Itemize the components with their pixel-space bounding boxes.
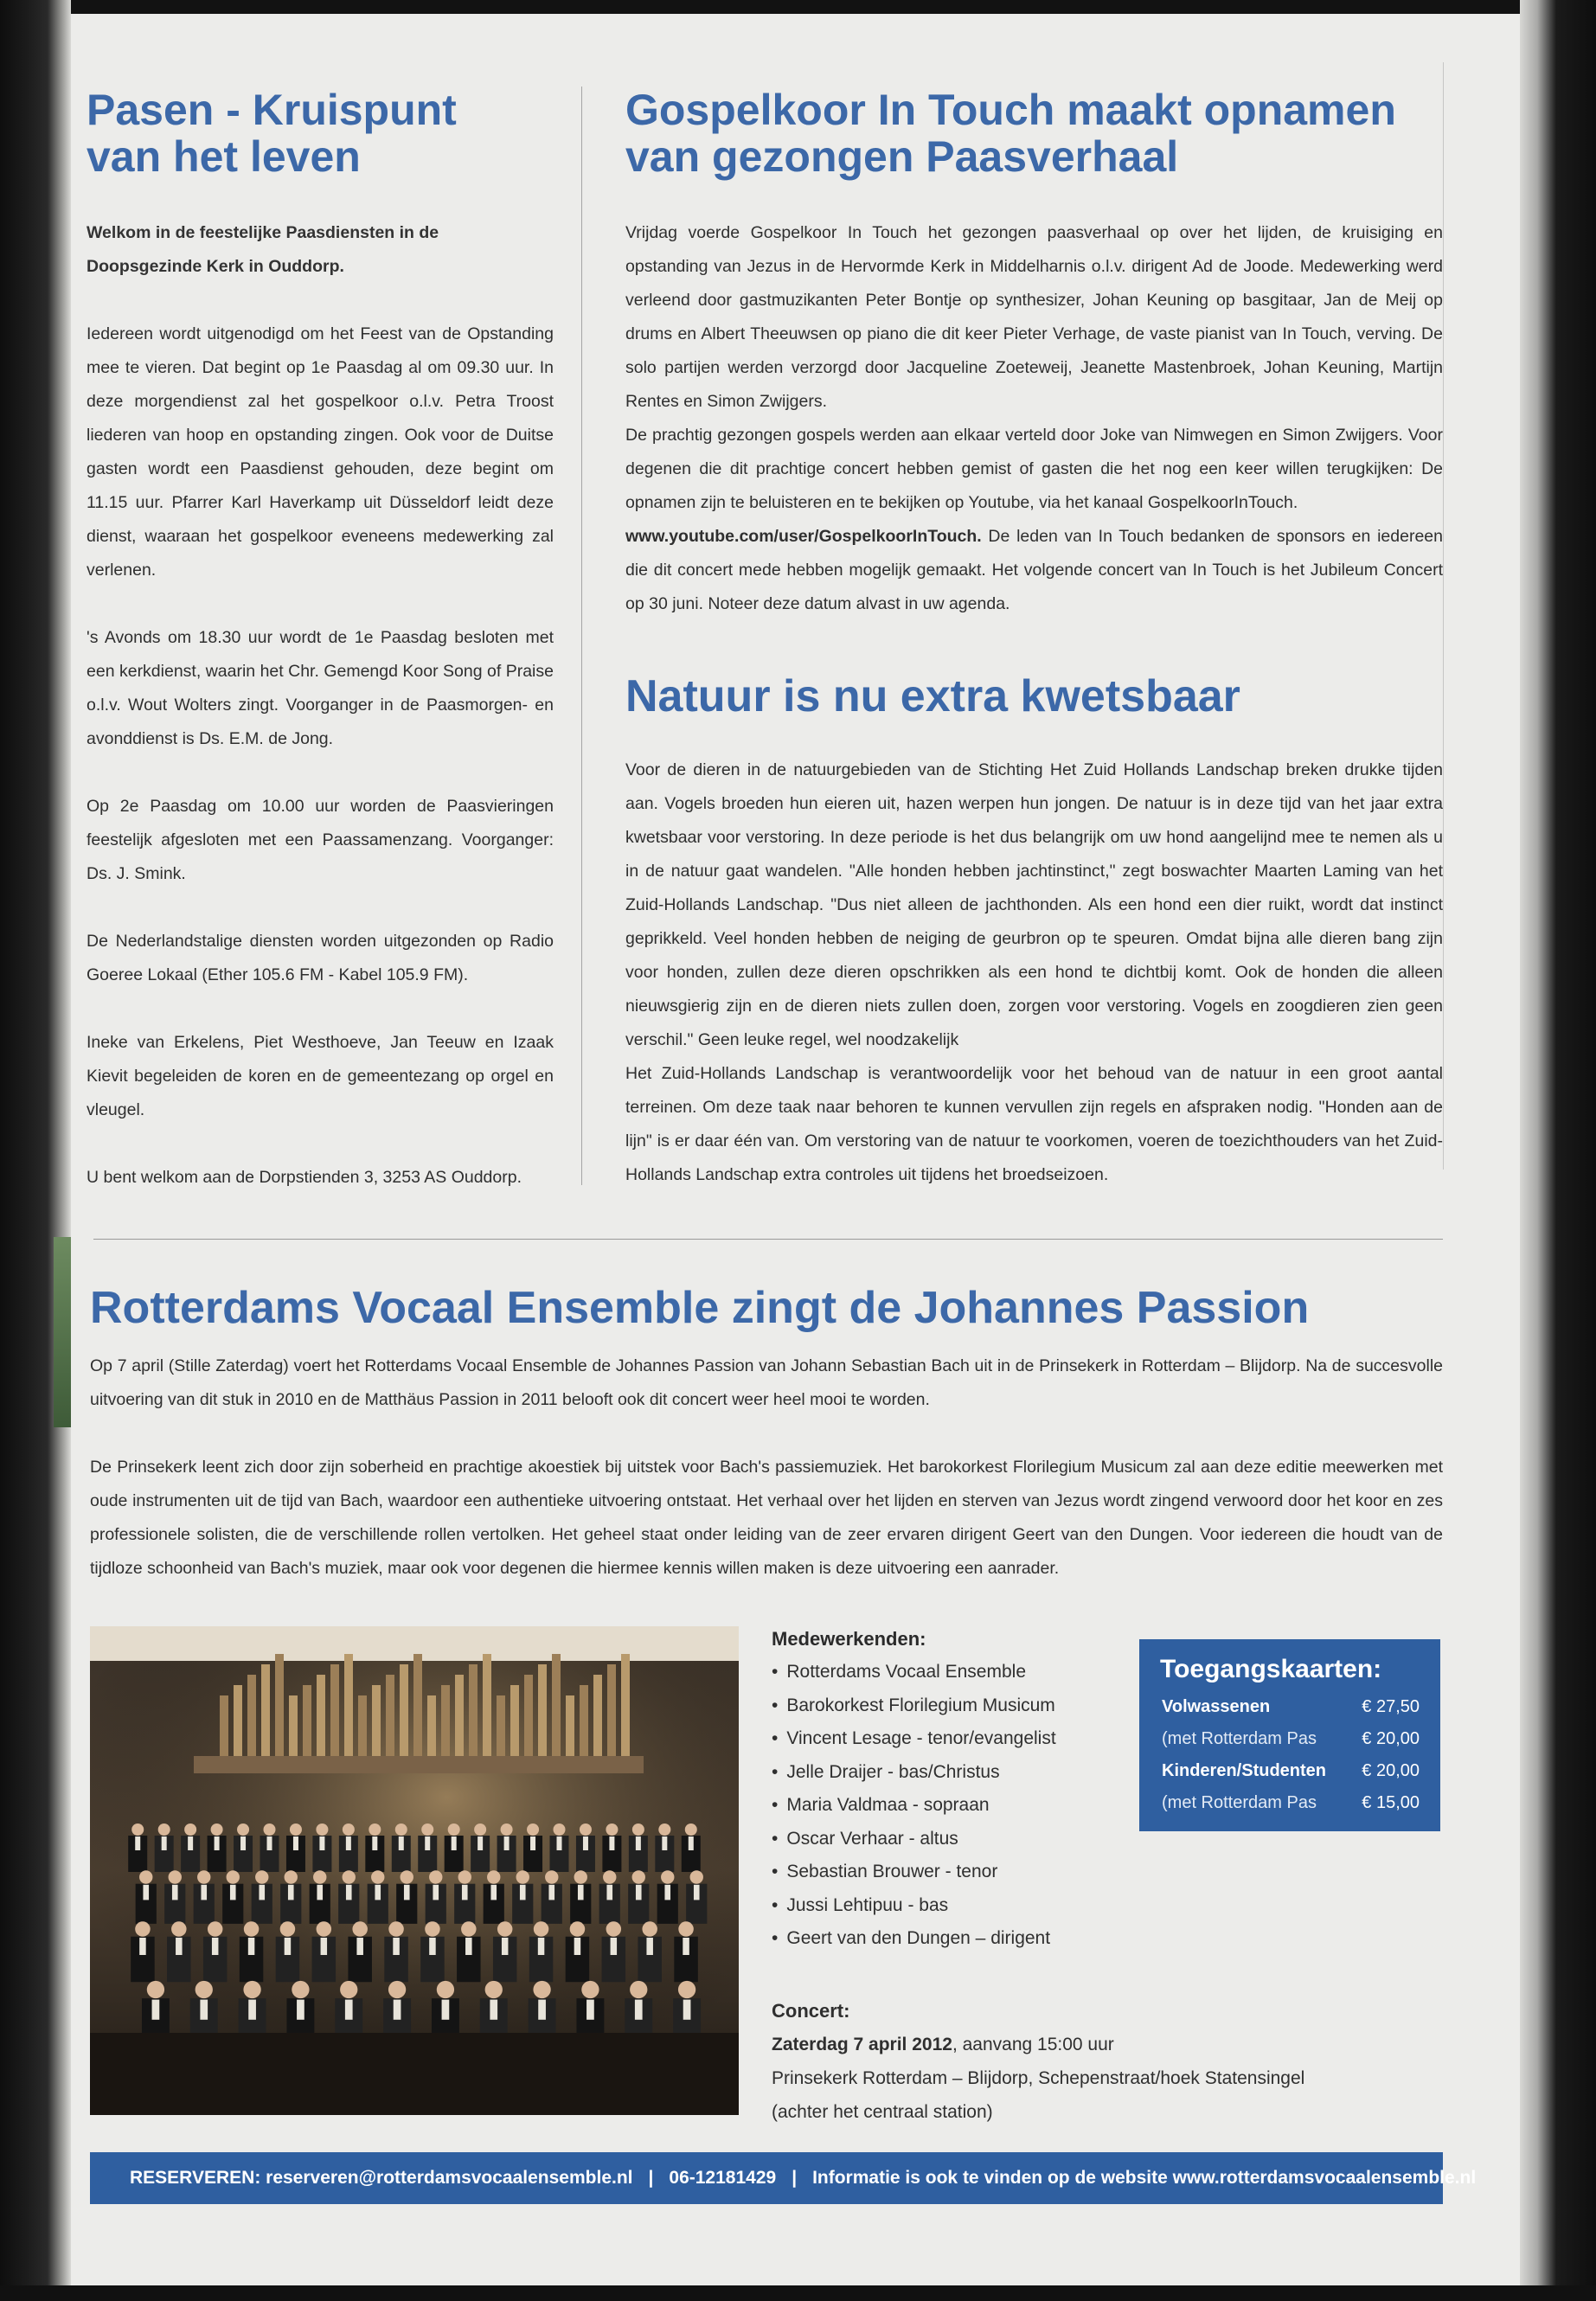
- easter-body: [87, 317, 554, 1195]
- reservation-email[interactable]: RESERVEREN: reserveren@rotterdamsvocaalensemble.nl: [130, 2168, 633, 2188]
- easter-intro-line1: Welkom in de feestelijke Paasdiensten in de: [87, 223, 439, 242]
- right-margin-rule: [1443, 62, 1444, 1170]
- organ-pipe: [552, 1654, 561, 1756]
- contributor-item: • Rotterdams Vocaal Ensemble: [772, 1656, 1100, 1689]
- nature-body: [625, 753, 1443, 1192]
- easter-paragraph: U bent welkom aan de Dorpstienden 3, 3253 AS Ouddorp.: [87, 1168, 522, 1187]
- gospel-title-line1: Gospelkoor In Touch maakt opnamen: [625, 86, 1396, 134]
- ticket-price: € 20,00: [1362, 1729, 1420, 1748]
- organ-pipe: [427, 1695, 436, 1756]
- contributor-item: • Vincent Lesage - tenor/evangelist: [772, 1722, 1100, 1756]
- easter-intro-line2: Doopsgezinde Kerk in Ouddorp.: [87, 257, 344, 276]
- concert-time: , aanvang 15:00 uur: [952, 2035, 1114, 2054]
- concert-block: [772, 1994, 1429, 2129]
- contributor-item: • Barokorkest Florilegium Musicum: [772, 1689, 1100, 1723]
- organ-pipe: [303, 1685, 311, 1756]
- reservation-phone[interactable]: 06-12181429: [669, 2168, 777, 2188]
- easter-title-line1: Pasen - Kruispunt: [87, 86, 457, 134]
- organ-pipe: [220, 1695, 228, 1756]
- choir-photo: [90, 1626, 739, 2115]
- ticket-price: € 15,00: [1362, 1793, 1420, 1812]
- ticket-box: [1139, 1639, 1440, 1831]
- contributors-block: [772, 1628, 1100, 1956]
- footer-separator: |: [648, 2168, 654, 2188]
- organ-pipe: [469, 1664, 478, 1756]
- scan-border-left: [0, 0, 71, 2301]
- organ-pipe: [317, 1675, 325, 1756]
- organ-pipe: [234, 1685, 242, 1756]
- organ-pipe: [372, 1685, 381, 1756]
- easter-title-line2: van het leven: [87, 132, 361, 181]
- organ-pipe: [455, 1675, 464, 1756]
- scan-border-right: [1520, 0, 1596, 2301]
- article-passion: [90, 1282, 1443, 1586]
- contributors-title: Medewerkenden:: [772, 1628, 926, 1650]
- ticket-label: (met Rotterdam Pas: [1162, 1729, 1317, 1748]
- organ-pipe: [289, 1695, 298, 1756]
- contributor-item: • Sebastian Brouwer - tenor: [772, 1856, 1100, 1889]
- scan-border-top: [0, 0, 1596, 14]
- easter-paragraph: 's Avonds om 18.30 uur wordt de 1e Paasdag besloten met een kerkdienst, waarin het Chr. Gemengd Koor Song of Praise o.l.v. Wout Wolters zingt. Voorganger in de Paasmorgen- en avonddienst is Ds. E.M. de Jong.: [87, 628, 554, 748]
- concert-place: Prinsekerk Rotterdam – Blijdorp, Schepenstraat/hoek Statensingel: [772, 2068, 1305, 2088]
- easter-paragraph: Iedereen wordt uitgenodigd om het Feest van de Opstanding mee te vieren. Dat begint op 1e Paasdag al om 09.30 uur. In deze morgendienst zal het gospelkoor o.l.v. Petra Troost liederen van hoop en opstanding zingen. Ook voor de Duitse gasten wordt een Paasdienst gehouden, deze begint om 11.15 uur. Pfarrer Karl Haverkamp uit Düsseldorf leidt deze dienst, waaraan het gospelkoor eveneens medewerking zal verlenen.: [87, 324, 554, 580]
- ticket-row: [1139, 1787, 1440, 1819]
- passion-paragraph: Op 7 april (Stille Zaterdag) voert het Rotterdams Vocaal Ensemble de Johannes Passion van Johann Sebastian Bach uit in de Prinsekerk in Rotterdam – Blijdorp. Na de succesvolle uitvoering van dit stuk in 2010 en de Matthäus Passion in 2011 belooft ook dit concert weer heel mooi te worden.: [90, 1356, 1443, 1409]
- organ-pipe: [538, 1664, 547, 1756]
- ticket-row: [1139, 1755, 1440, 1787]
- article-gospel: [625, 87, 1443, 621]
- organ-pipe: [330, 1664, 339, 1756]
- organ-pipe: [607, 1664, 616, 1756]
- gospel-title-line2: van gezongen Paasverhaal: [625, 132, 1179, 181]
- article-nature: [625, 670, 1443, 1192]
- contributor-item: • Oscar Verhaar - altus: [772, 1823, 1100, 1856]
- nature-paragraph: Het Zuid-Hollands Landschap is verantwoordelijk voor het behoud van de natuur in een groot aantal terreinen. Om deze taak naar behoren te kunnen vervullen zijn regels en afspraken nodig. "Honden aan de lijn" is er daar één van. Om verstoring van de natuur te voorkomen, voeren de toezichthouders van het Zuid-Hollands Landschap extra controles uit tijdens het broedseizoen.: [625, 1064, 1443, 1184]
- article-easter: [87, 87, 554, 1195]
- gospel-body: [625, 216, 1443, 621]
- reservation-bar: [90, 2152, 1477, 2204]
- organ-pipe: [344, 1654, 353, 1756]
- organ-pipe: [275, 1654, 284, 1756]
- contributor-item: • Jelle Draijer - bas/Christus: [772, 1756, 1100, 1790]
- organ-pipe: [510, 1685, 519, 1756]
- gospel-paragraph: Vrijdag voerde Gospelkoor In Touch het gezongen paasverhaal op over het lijden, de kruisiging en opstanding van Jezus in de Hervormde Kerk in Middelharnis o.l.v. dirigent Ad de Joode. Medewerking werd verleend door gastmuzikanten Peter Bontje op synthesizer, Johan Keuning op basgitaar, Jan de Meij op drums en Albert Theeuwsen op piano die dit keer Pieter Verhage, de vaste pianist van In Touch, verving. De solo partijen werden verzorgd door Jacqueline Zoeteweij, Jeanette Mastenbroek, Johan Keuning, Martijn Rentes en Simon Zwijgers.: [625, 223, 1443, 411]
- organ-pipe: [566, 1695, 574, 1756]
- ticket-label: (met Rotterdam Pas: [1162, 1793, 1317, 1812]
- organ-pipe: [524, 1675, 533, 1756]
- concert-note: (achter het centraal station): [772, 2102, 993, 2122]
- nature-paragraph: Voor de dieren in de natuurgebieden van de Stichting Het Zuid Hollands Landschap breken drukke tijden aan. Vogels broeden hun eieren uit, hazen werpen hun jongen. De natuur is in deze tijd van het jaar extra kwetsbaar voor verstoring. In deze periode is het dus belangrijk om uw hond aangelijnd mee te nemen als u in de natuur gaat wandelen. "Alle honden hebben jachtinstinct," zegt boswachter Maarten Laming van het Zuid-Hollands Landschap. "Dus niet alleen de jachthonden. Als een hond een dier ruikt, wordt dat instinct geprikkeld. Veel honden hebben de neiging de geurbron op te speuren. Omdat bijna alle dieren bang zijn voor honden, zullen deze dieren opschrikken als een hond te dichtbij komt. Ook de honden die alleen nieuwsgierig zijn en de dieren niets zullen doen, zorgen voor verstoring. Vogels en zoogdieren zien geen verschil." Geen leuke regel, wel noodzakelijk: [625, 760, 1443, 1049]
- organ-pipe: [497, 1695, 505, 1756]
- gospel-paragraph-rest: De leden van In Touch bedanken de sponsors en iedereen die dit concert mede hebben mogelijk gemaakt. Het volgende concert van In Touch is het Jubileum Concert op 30 juni. Noteer deze datum alvast in uw agenda.: [625, 527, 1443, 613]
- gospel-title: [625, 87, 1443, 180]
- passion-paragraph: De Prinsekerk leent zich door zijn soberheid en prachtige akoestiek bij uitstek voor Bach's passiemuziek. Het barokorkest Florilegium Musicum zal aan deze editie meewerken met oude instrumenten uit de tijd van Bach, waardoor een authentieke uitvoering ontstaat. Het verhaal over het lijden en sterven van Jezus wordt zingend verwoord door het koor en zes professionele solisten, die de verschillende rollen vertolken. Het geheel staat onder leiding van de zeer ervaren dirigent Geert van den Dungen. Voor iedereen die houdt van de tijdloze schoonheid van Bach's muziek, maar ook voor degenen die hiermee kennis willen maken is deze uitvoering een aanrader.: [90, 1458, 1443, 1578]
- concert-date: Zaterdag 7 april 2012: [772, 2035, 952, 2054]
- nature-title: Natuur is nu extra kwetsbaar: [625, 671, 1240, 721]
- organ-pipe: [593, 1675, 602, 1756]
- footer-separator: |: [792, 2168, 798, 2188]
- organ-pipe: [261, 1664, 270, 1756]
- ticket-row: [1139, 1691, 1440, 1723]
- organ-pipe: [386, 1675, 394, 1756]
- gospel-paragraph-3: [625, 520, 1443, 621]
- column-divider: [581, 87, 582, 1185]
- contributor-item: • Geert van den Dungen – dirigent: [772, 1922, 1100, 1956]
- gospel-paragraph: De prachtig gezongen gospels werden aan elkaar verteld door Joke van Nimwegen en Simon Zwijgers. Voor degenen die dit prachtige concert hebben gemist of gasten die het nog een keer willen terugkijken: De opnamen zijn te beluisteren en te bekijken op Youtube, via het kanaal GospelkoorInTouch.: [625, 426, 1443, 512]
- easter-paragraph: Op 2e Paasdag om 10.00 uur worden de Paasvieringen feestelijk afgesloten met een Paassamenzang. Voorganger: Ds. J. Smink.: [87, 797, 554, 883]
- ticket-price: € 20,00: [1362, 1761, 1420, 1780]
- youtube-link[interactable]: www.youtube.com/user/GospelkoorInTouch.: [625, 527, 982, 546]
- section-divider: [93, 1239, 1443, 1240]
- easter-intro: [87, 216, 554, 284]
- easter-title: [87, 87, 554, 180]
- ticket-title: Toegangskaarten:: [1160, 1655, 1382, 1683]
- website-info[interactable]: Informatie is ook te vinden op de website www.rotterdamsvocaalensemble.nl: [812, 2168, 1477, 2188]
- adjacent-page-strip: [54, 1237, 71, 1427]
- ticket-label: Kinderen/Studenten: [1162, 1761, 1327, 1780]
- organ-pipe: [413, 1654, 422, 1756]
- organ-pipe: [483, 1654, 491, 1756]
- easter-paragraph: Ineke van Erkelens, Piet Westhoeve, Jan Teeuw en Izaak Kievit begeleiden de koren en de gemeentezang op orgel en vleugel.: [87, 1033, 554, 1119]
- ticket-row: [1139, 1723, 1440, 1755]
- organ-pipe: [400, 1664, 408, 1756]
- organ-pipe: [580, 1685, 588, 1756]
- concert-title: Concert:: [772, 2000, 850, 2022]
- scan-border-bottom: [0, 2285, 1596, 2301]
- concert-date-line: [772, 2028, 1429, 2061]
- organ-pipe: [621, 1654, 630, 1756]
- easter-paragraph: De Nederlandstalige diensten worden uitgezonden op Radio Goeree Lokaal (Ether 105.6 FM - Kabel 105.9 FM).: [87, 932, 554, 984]
- organ-pipe: [441, 1685, 450, 1756]
- ticket-label: Volwassenen: [1162, 1697, 1271, 1716]
- contributors-list: [772, 1656, 1100, 1956]
- ticket-price: € 27,50: [1362, 1697, 1420, 1716]
- contributor-item: • Jussi Lehtipuu - bas: [772, 1889, 1100, 1923]
- passion-body: [90, 1349, 1443, 1586]
- organ-pipe: [358, 1695, 367, 1756]
- organ-pipe: [247, 1675, 256, 1756]
- passion-title: Rotterdams Vocaal Ensemble zingt de Johannes Passion: [90, 1283, 1310, 1333]
- contributor-item: • Maria Valdmaa - sopraan: [772, 1789, 1100, 1823]
